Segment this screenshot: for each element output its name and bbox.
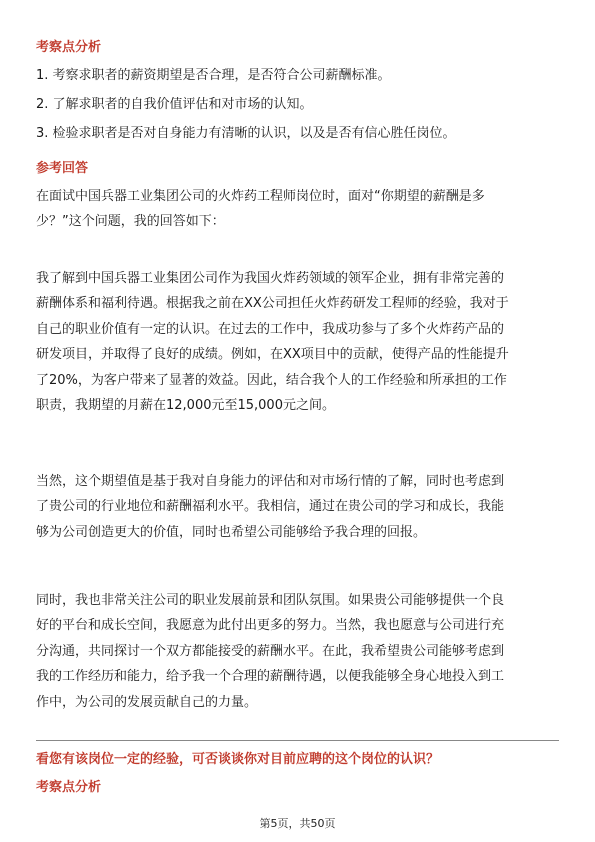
paragraph-line: 我的工作经历和能力，给予我一个合理的薪酬待遇，以便我能够全身心地投入到工 [36, 669, 505, 685]
paragraph-line: 分沟通，共同探讨一个双方都能接受的薪酬水平。在此，我希望贵公司能够考虑到 [36, 643, 505, 659]
answer-paragraph-2 [36, 469, 561, 545]
reference-heading: 参考回答 [36, 161, 89, 176]
paragraph-line: 职责，我期望的月薪在12,000元至15,000元之间。 [36, 397, 335, 413]
paragraph-line: 了贵公司的行业地位和薪酬福利水平。我相信，通过在贵公司的学习和成长，我能 [36, 499, 505, 515]
paragraph-line: 研发项目，并取得了良好的成绩。例如，在XX项目中的贡献，使得产品的性能提升 [36, 347, 509, 363]
paragraph-line: 当然，这个期望值是基于我对自身能力的评估和对市场行情的了解，同时也考虑到 [36, 474, 505, 489]
paragraph-line: 够为公司创造更大的价值，同时也希望公司能够给予我合理的回报。 [36, 524, 427, 540]
next-question: 看您有该岗位一定的经验，可否谈谈你对目前应聘的这个岗位的认识？ [36, 752, 440, 767]
paragraph-line: 我了解到中国兵器工业集团公司作为我国火炸药领域的领军企业，拥有非常完善的 [36, 271, 505, 286]
analysis-item-2: 2. 了解求职者的自我价值评估和对市场的认知。 [36, 97, 313, 112]
analysis-heading: 考察点分析 [36, 40, 102, 55]
answer-paragraph-1 [36, 266, 561, 418]
answer-intro [36, 184, 561, 235]
paragraph-line: 同时，我也非常关注公司的职业发展前景和团队氛围。如果贵公司能够提供一个良 [36, 593, 505, 608]
paragraph-line: 了20%，为客户带来了显著的效益。因此，结合我个人的工作经验和所承担的工作 [36, 372, 507, 388]
paragraph-line: 自己的职业价值有一定的认识。在过去的工作中，我成功参与了多个火炸药产品的 [36, 321, 505, 337]
paragraph-line: 好的平台和成长空间，我愿意为此付出更多的努力。当然，我也愿意与公司进行充 [36, 618, 505, 634]
analysis-item-3: 3. 检验求职者是否对自身能力有清晰的认识，以及是否有信心胜任岗位。 [36, 126, 456, 141]
answer-paragraph-3 [36, 588, 561, 715]
next-analysis-heading: 考察点分析 [36, 780, 102, 795]
paragraph-line: 薪酬体系和福利待遇。根据我之前在XX公司担任火炸药研发工程师的经验，我对于 [36, 296, 509, 312]
section-divider [36, 740, 559, 741]
paragraph-line: 作中，为公司的发展贡献自己的力量。 [36, 694, 258, 710]
answer-intro-line: 在面试中国兵器工业集团公司的火炸药工程师岗位时，面对“你期望的薪酬是多 [36, 189, 485, 204]
analysis-item-1: 1. 考察求职者的薪资期望是否合理，是否符合公司薪酬标准。 [36, 68, 391, 83]
answer-intro-line: 少？”这个问题，我的回答如下： [36, 214, 225, 230]
page-number: 第5页，共50页 [259, 817, 336, 830]
